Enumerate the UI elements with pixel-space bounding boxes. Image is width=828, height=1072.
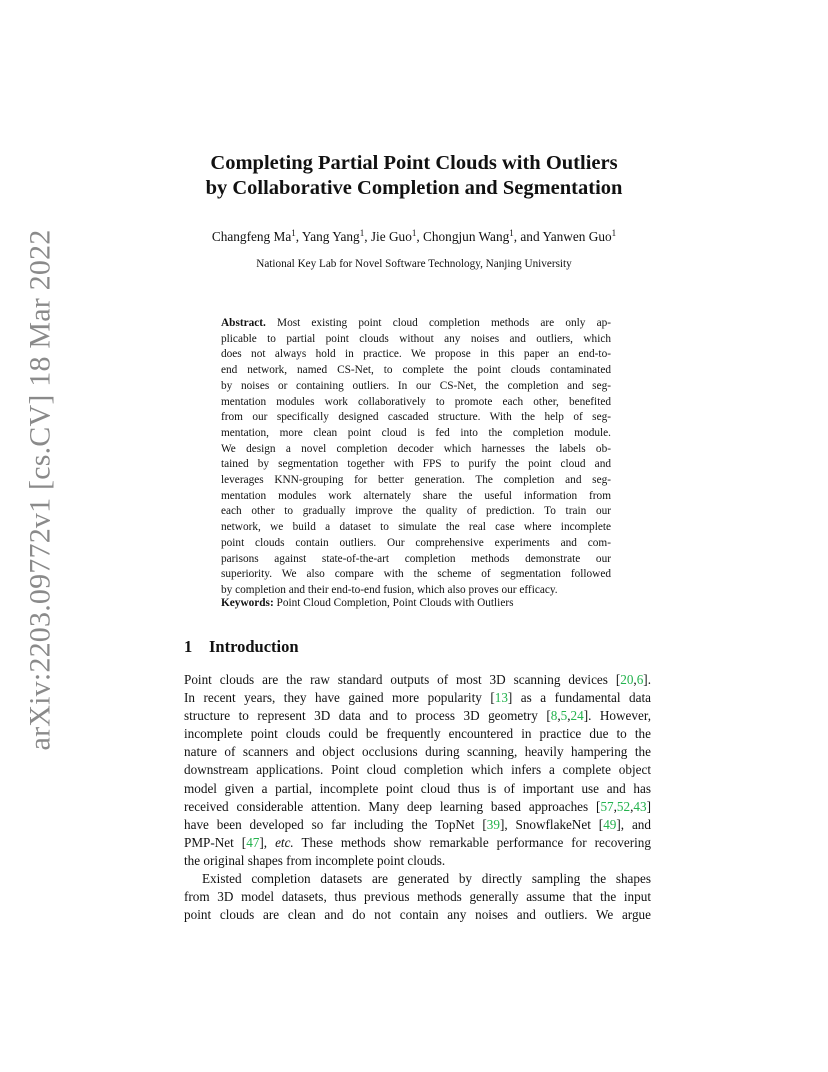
body-line: downstream applications. Point cloud completion which infers a complete object bbox=[184, 762, 651, 778]
body-line bbox=[184, 707, 651, 725]
citation-link[interactable]: 49 bbox=[603, 816, 617, 832]
citation-separator: , bbox=[633, 672, 637, 687]
body-text-run: received considerable attention. Many deep learning based approaches [ bbox=[184, 798, 601, 814]
abstract-line: by noises or containing outliers. In our CS-Net, the completion and seg- bbox=[221, 379, 611, 392]
citation-link[interactable]: 57 bbox=[600, 798, 614, 814]
abstract bbox=[221, 316, 611, 599]
abstract-line: mentation, more clean point cloud is fed into the completion module. bbox=[221, 426, 611, 439]
citation-separator: , bbox=[630, 798, 634, 814]
citation-link[interactable]: 47 bbox=[246, 834, 260, 850]
citation-separator: , bbox=[613, 798, 617, 814]
body-line: nature of scanners and object occlusions during scanning, heavily hampering the bbox=[184, 744, 651, 760]
introduction-body bbox=[184, 671, 651, 924]
author-affiliation-mark: 1 bbox=[291, 228, 296, 238]
title-line-1: Completing Partial Point Clouds with Outliers bbox=[210, 152, 618, 174]
body-text-run: have been developed so far including the TopNet [ bbox=[184, 816, 487, 832]
keywords bbox=[221, 597, 611, 609]
section-heading-introduction bbox=[184, 637, 299, 657]
body-line: from 3D model datasets, thus previous methods generally assume that the input bbox=[184, 889, 651, 905]
arxiv-stamp-text: arXiv:2203.09772v1 [cs.CV] 18 Mar 2022 bbox=[23, 229, 56, 751]
author-separator: , bbox=[416, 229, 424, 244]
body-text-run: These methods show remarkable performance for recovering bbox=[293, 834, 651, 850]
author-name: Jie Guo bbox=[370, 229, 412, 244]
author-affiliation-mark: 1 bbox=[411, 228, 417, 238]
body-line bbox=[184, 798, 651, 816]
author-affiliation-mark: 1 bbox=[509, 228, 514, 238]
abstract-line: plicable to partial point clouds without any noises and outliers, which bbox=[221, 332, 611, 345]
citation-link[interactable]: 24 bbox=[570, 708, 584, 724]
body-text-run: ] as a fundamental data bbox=[507, 690, 651, 706]
abstract-line: end network, named CS-Net, to complete the point clouds contaminated bbox=[221, 364, 611, 377]
body-line bbox=[184, 671, 651, 689]
citation-link[interactable]: 8 bbox=[550, 708, 558, 724]
abstract-label: Abstract. bbox=[221, 317, 266, 329]
abstract-line: parisons against state-of-the-art completion methods demonstrate our bbox=[221, 552, 611, 565]
section-number: 1 bbox=[184, 637, 193, 656]
abstract-line: network, we build a dataset to simulate the real case where incomplete bbox=[221, 521, 611, 534]
citation-link[interactable]: 43 bbox=[633, 798, 647, 814]
citation-link[interactable]: 39 bbox=[486, 816, 500, 832]
body-line bbox=[184, 689, 651, 707]
abstract-line: mentation modules work alternately share the useful information from bbox=[221, 489, 611, 502]
body-line bbox=[184, 816, 651, 834]
citation-separator: , bbox=[557, 708, 561, 724]
body-text-run: In recent years, they have gained more popularity [ bbox=[184, 690, 495, 706]
abstract-line: tained by segmentation together with FPS to purify the point cloud and bbox=[221, 458, 611, 471]
citation-link[interactable]: 5 bbox=[560, 708, 568, 724]
citation-separator: , bbox=[567, 708, 571, 724]
author-separator: , and bbox=[513, 229, 543, 244]
body-text-run: Point clouds are the raw standard outputs of most 3D scanning devices [ bbox=[184, 672, 621, 687]
arxiv-identifier-stamp bbox=[23, 229, 56, 751]
author-separator: , bbox=[364, 229, 371, 244]
body-line bbox=[184, 834, 651, 852]
body-line: incomplete point clouds could be frequently encountered in practice due to the bbox=[184, 726, 651, 742]
abstract-line: does not always hold in practice. We propose in this paper an end-to- bbox=[221, 348, 611, 361]
body-text-run: ] bbox=[646, 798, 651, 814]
body-line: Existed completion datasets are generated by directly sampling the shapes bbox=[202, 871, 651, 887]
body-text-run: ], bbox=[259, 834, 276, 850]
body-line: the original shapes from incomplete point clouds. bbox=[184, 852, 446, 868]
body-text-run: structure to represent 3D data and to process 3D geometry [ bbox=[184, 708, 551, 724]
author-affiliation-mark: 1 bbox=[611, 228, 617, 238]
author-name: Changfeng Ma bbox=[211, 229, 292, 244]
citation-link[interactable]: 52 bbox=[616, 798, 631, 814]
author-list bbox=[150, 229, 678, 245]
affiliation: National Key Lab for Novel Software Technology, Nanjing University bbox=[256, 258, 572, 270]
citation-link[interactable]: 13 bbox=[494, 690, 508, 706]
author-affiliation-mark: 1 bbox=[359, 228, 365, 238]
body-text-run: ], and bbox=[616, 816, 651, 832]
citation-link[interactable]: 6 bbox=[636, 672, 644, 687]
abstract-line: by completion and their end-to-end fusion, which also proves our efficacy. bbox=[221, 583, 558, 596]
abstract-line: each other to gradually improve the quality of prediction. To train our bbox=[221, 505, 611, 518]
section-title: Introduction bbox=[209, 637, 299, 656]
body-line: model given a partial, incomplete point cloud thus is of important use and has bbox=[184, 780, 651, 796]
author-name: Chongjun Wang bbox=[423, 229, 510, 244]
abstract-line: leverages KNN-grouping for better generation. The completion and seg- bbox=[221, 474, 611, 487]
keywords-text: Point Cloud Completion, Point Clouds with Outliers bbox=[273, 597, 514, 609]
author-name: Yang Yang bbox=[301, 229, 360, 244]
body-text-run: ]. bbox=[643, 672, 651, 687]
abstract-line: superiority. We also compare with the scheme of segmentation followed bbox=[221, 568, 611, 581]
abstract-line: from our specifically designed cascaded structure. With the help of seg- bbox=[221, 411, 611, 424]
abstract-line bbox=[221, 316, 611, 332]
abstract-line-text: Most existing point cloud completion methods are only ap- bbox=[265, 317, 611, 329]
body-text-emphasis: etc. bbox=[275, 834, 294, 850]
keywords-label: Keywords: bbox=[221, 597, 274, 609]
author-separator: , bbox=[295, 229, 302, 244]
body-text-run: ]. However, bbox=[583, 708, 651, 724]
abstract-line: We design a novel completion decoder which harnesses the labels ob- bbox=[221, 442, 611, 455]
paper-title bbox=[150, 151, 678, 201]
body-line: point clouds are clean and do not contain any noises and outliers. We argue bbox=[184, 907, 651, 923]
abstract-line: mentation modules work collaboratively to promote each other, benefited bbox=[221, 395, 611, 408]
author-name: Yanwen Guo bbox=[542, 229, 612, 244]
citation-link[interactable]: 20 bbox=[620, 672, 634, 687]
body-text-run: PMP-Net [ bbox=[184, 834, 247, 850]
abstract-line: point clouds contain outliers. Our comprehensive experiments and com- bbox=[221, 536, 611, 549]
body-text-run: ], SnowflakeNet [ bbox=[499, 816, 604, 832]
title-line-2: by Collaborative Completion and Segmentation bbox=[205, 177, 623, 199]
